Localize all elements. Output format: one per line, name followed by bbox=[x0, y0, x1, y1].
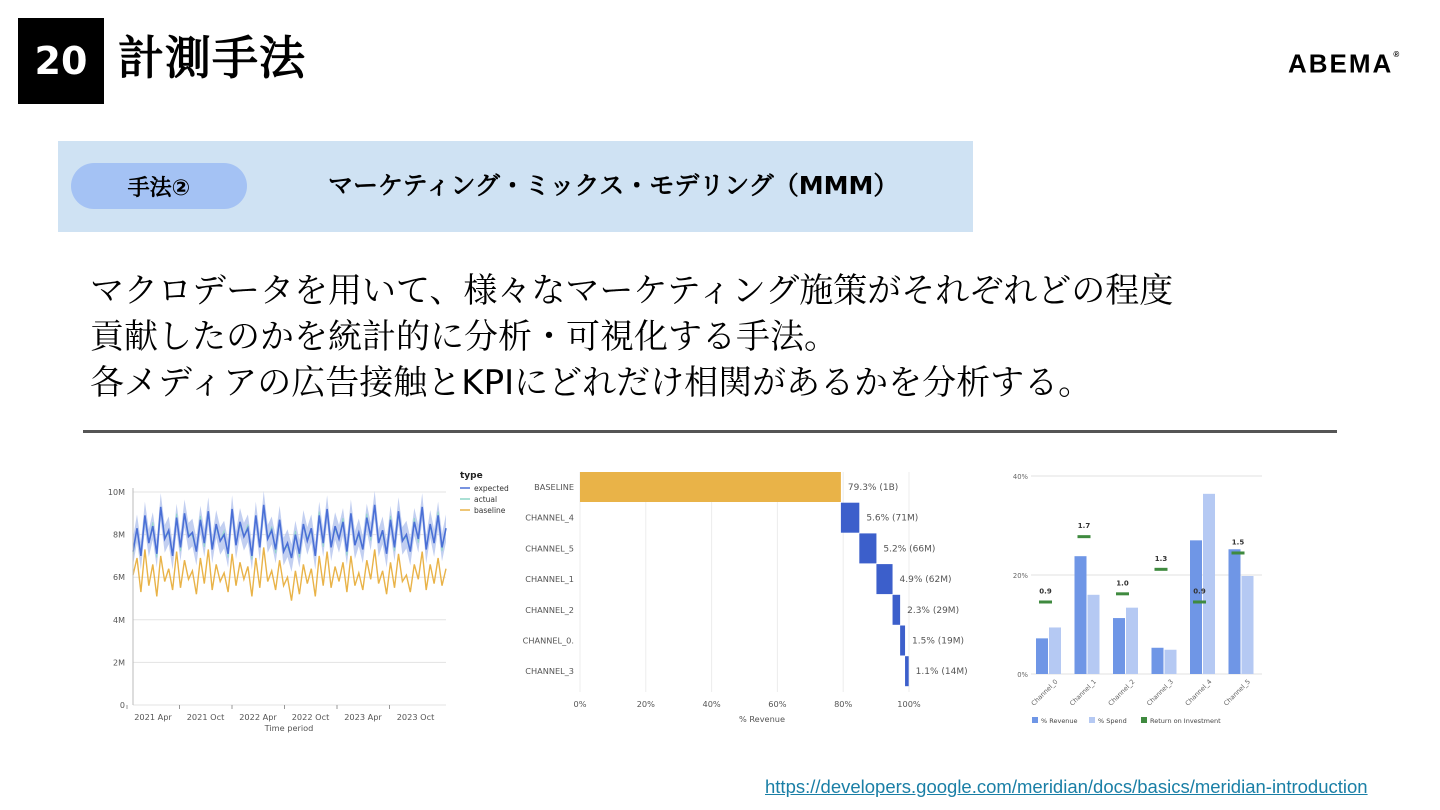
data-label: 4.9% (62M) bbox=[899, 575, 952, 586]
x-tick-label: 20% bbox=[636, 699, 655, 709]
spend-bar bbox=[1203, 494, 1215, 674]
legend-expected-label: expected bbox=[474, 484, 509, 493]
category-label: CHANNEL_2 bbox=[525, 604, 574, 615]
spend-bar bbox=[1242, 576, 1254, 674]
time-series-chart bbox=[96, 462, 520, 742]
legend-actual-label: actual bbox=[474, 495, 498, 504]
x-axis-title: Time period bbox=[264, 723, 314, 733]
roi-value-label: 0.9 bbox=[1193, 587, 1206, 596]
x-tick-label: 80% bbox=[834, 699, 853, 709]
revenue-bar bbox=[1190, 540, 1202, 674]
category-label: CHANNEL_5 bbox=[525, 543, 574, 554]
y-tick-label: 0% bbox=[1017, 671, 1028, 679]
roi-chart bbox=[1000, 462, 1290, 734]
roi-marker bbox=[1232, 551, 1245, 554]
y-tick-label: 10M bbox=[107, 488, 125, 497]
roi-marker bbox=[1078, 535, 1091, 538]
spend-bar bbox=[1049, 627, 1061, 674]
data-label: 79.3% (1B) bbox=[847, 483, 899, 493]
page-title: 計測手法 bbox=[118, 31, 306, 85]
legend-swatch bbox=[1032, 717, 1038, 723]
waterfall-bar bbox=[900, 626, 905, 656]
legend-swatch bbox=[1089, 717, 1095, 723]
roi-value-label: 1.7 bbox=[1077, 522, 1091, 531]
waterfall-bar bbox=[893, 595, 901, 625]
x-tick-label: Channel_5 bbox=[1222, 677, 1252, 708]
x-tick-label: 100% bbox=[897, 699, 921, 709]
x-tick-label: 0% bbox=[573, 699, 587, 709]
method-band bbox=[58, 141, 973, 232]
roi-marker bbox=[1155, 568, 1168, 571]
x-tick-label: 2021 Apr bbox=[134, 712, 172, 722]
x-tick-label: 2022 Apr bbox=[239, 712, 277, 722]
x-tick-label: 60% bbox=[768, 699, 787, 709]
roi-marker bbox=[1116, 592, 1129, 595]
x-tick-label: 2023 Oct bbox=[396, 712, 435, 722]
description-line-1: マクロデータを用いて、様々なマーケティング施策がそれぞれどの程度 bbox=[90, 271, 1174, 311]
y-tick-label: 4M bbox=[113, 615, 125, 625]
roi-value-label: 0.9 bbox=[1039, 587, 1052, 596]
x-tick-label: 2023 Apr bbox=[344, 712, 382, 722]
description-line-2: 貢献したのかを統計的に分析・可視化する手法。 bbox=[90, 317, 838, 357]
data-label: 5.2% (66M) bbox=[883, 544, 936, 555]
divider bbox=[83, 430, 1337, 433]
logo-text: ABEMA bbox=[1288, 48, 1394, 79]
waterfall-chart bbox=[520, 462, 990, 732]
roi-marker bbox=[1193, 600, 1206, 603]
category-label: CHANNEL_3 bbox=[525, 666, 574, 677]
waterfall-bar bbox=[580, 472, 841, 502]
data-label: 5.6% (71M) bbox=[866, 513, 919, 524]
x-tick-label: 40% bbox=[702, 699, 721, 709]
category-label: CHANNEL_0. bbox=[522, 635, 574, 646]
legend-label: % Revenue bbox=[1041, 717, 1078, 725]
roi-value-label: 1.3 bbox=[1154, 554, 1168, 563]
y-tick-label: 2M bbox=[113, 658, 125, 668]
data-label: 1.1% (14M) bbox=[915, 667, 968, 678]
method-name: マーケティング・ミックス・モデリング（MMM） bbox=[328, 171, 899, 200]
abema-logo bbox=[1288, 44, 1401, 81]
method-badge: 手法② bbox=[71, 163, 247, 209]
x-tick-label: 2022 Oct bbox=[291, 712, 330, 722]
x-axis-title: % Revenue bbox=[738, 714, 786, 724]
legend-label: % Spend bbox=[1098, 717, 1127, 725]
slide-number: 20 bbox=[18, 18, 104, 104]
source-link[interactable]: https://developers.google.com/meridian/docs/basics/meridian-introduction bbox=[765, 776, 1368, 797]
x-tick-label: Channel_4 bbox=[1183, 677, 1214, 708]
legend-baseline-label: baseline bbox=[474, 506, 506, 515]
revenue-bar bbox=[1152, 648, 1164, 674]
category-label: CHANNEL_1 bbox=[525, 574, 574, 585]
category-label: BASELINE bbox=[534, 482, 574, 492]
roi-value-label: 1.0 bbox=[1116, 579, 1129, 588]
data-label: 2.3% (29M) bbox=[907, 605, 960, 616]
revenue-bar bbox=[1113, 618, 1125, 674]
legend-label: Return on Investment bbox=[1150, 717, 1221, 725]
x-tick-label: Channel_2 bbox=[1106, 677, 1137, 708]
spend-bar bbox=[1088, 595, 1100, 674]
description bbox=[90, 268, 1173, 406]
waterfall-bar bbox=[841, 503, 859, 533]
roi-value-label: 1.5 bbox=[1231, 538, 1245, 547]
y-tick-label: 40% bbox=[1012, 473, 1028, 481]
revenue-bar bbox=[1036, 638, 1048, 674]
y-tick-label: 6M bbox=[113, 573, 125, 583]
x-tick-label: Channel_0 bbox=[1029, 677, 1060, 708]
x-tick-label: 2021 Oct bbox=[186, 712, 225, 722]
registered-mark: ® bbox=[1393, 50, 1402, 59]
y-tick-label: 8M bbox=[113, 530, 125, 540]
spend-bar bbox=[1126, 608, 1138, 674]
legend-title: type bbox=[460, 471, 483, 481]
revenue-bar bbox=[1075, 556, 1087, 674]
data-label: 1.5% (19M) bbox=[912, 636, 965, 647]
waterfall-bar bbox=[905, 656, 909, 686]
description-line-3: 各メディアの広告接触とKPIにどれだけ相関があるかを分析する。 bbox=[90, 363, 1093, 403]
x-tick-label: Channel_1 bbox=[1068, 677, 1098, 708]
revenue-bar bbox=[1229, 549, 1241, 674]
y-tick-label: 0 bbox=[119, 701, 125, 710]
spend-bar bbox=[1165, 650, 1177, 674]
roi-marker bbox=[1039, 600, 1052, 603]
legend-swatch bbox=[1141, 717, 1147, 723]
category-label: CHANNEL_4 bbox=[525, 512, 574, 523]
y-tick-label: 20% bbox=[1012, 572, 1028, 580]
x-tick-label: Channel_3 bbox=[1145, 677, 1175, 708]
waterfall-bar bbox=[859, 533, 876, 563]
waterfall-bar bbox=[876, 564, 892, 594]
